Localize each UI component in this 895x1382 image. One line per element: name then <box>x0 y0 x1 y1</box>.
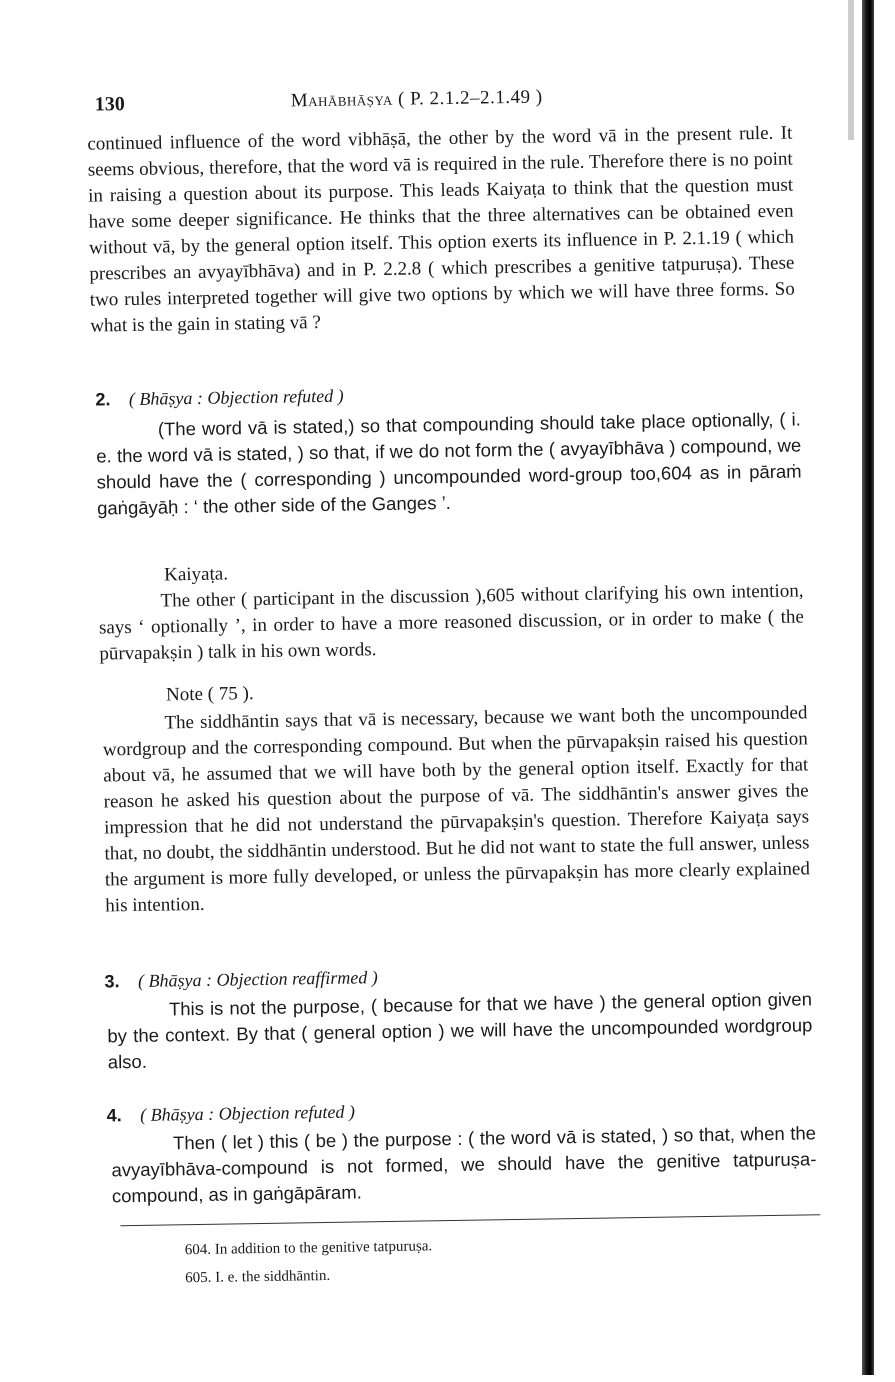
footnote-text: I. e. the siddhāntin. <box>215 1267 331 1286</box>
section-label: ( Bhāṣya : Objection refuted ) <box>128 385 344 410</box>
note-heading: Note ( 75 ). <box>165 683 254 706</box>
section-3-heading <box>104 967 378 992</box>
section-4-text: Then ( let ) this ( be ) the purpose : ( the word vā is stated, ) so that, when the avyayībhāva-compound is not formed, we should have the genitive tatpuruṣa-compound, as in gaṅgāpāram. <box>111 1122 817 1207</box>
footnote-text: In addition to the genitive tatpuruṣa. <box>214 1238 433 1258</box>
section-number: 2. <box>95 389 111 410</box>
kaiyata-heading: Kaiyaṭa. <box>163 563 229 586</box>
section-2-heading <box>95 386 344 411</box>
footnote-number: 605. <box>185 1269 212 1287</box>
section-number: 3. <box>104 971 120 992</box>
paragraph-continued: continued influence of the word vibhāṣā, the other by the word vā in the present rule. It seems obvious, therefore, that the word vā is required in the rule. Therefore there is no point in raising a question about its purpose. This leads Kaiyaṭa to think that the question must have some deeper significance. He thinks that the three alternatives can be obtained even without vā, by the general option itself. This option exerts its influence in P. 2.1.19 ( which prescribes an avyayībhāva) and in P. 2.2.8 ( which prescribes a genitive tatpuruṣa). These two rules interpreted together will give two options by which we will have three forms. So what is the gain in stating vā ? <box>87 122 795 337</box>
section-label: ( Bhāṣya : Objection reaffirmed ) <box>137 967 378 991</box>
footnote-number: 604. <box>184 1241 212 1259</box>
running-title <box>291 86 543 112</box>
running-title-ref: ( P. 2.1.2–2.1.49 ) <box>397 86 543 110</box>
section-3-text: This is not the purpose, ( because for that we have ) the general option given by the context. By that ( general option ) we will have the uncompounded wordgroup also. <box>107 988 813 1073</box>
scan-edge-shadow <box>848 0 854 140</box>
scan-binding-bar <box>862 0 874 1375</box>
running-title-main: Mahābhāṣya <box>290 88 393 112</box>
note-text: The siddhāntin says that vā is necessary, because we want both the uncompounded wordgroup and the corresponding compound. But when the pūrvapakṣin raised his question about vā, he assumed that we will have both by the general option itself. Exactly for that reason he asked his question about the purpose of vā. The siddhāntin's answer gives the impression that he did not understand the pūrvapakṣin's question. Therefore Kaiyaṭa says that, no doubt, the siddhāntin understood. But he did not want to state the full answer, unless the argument is more fully developed, or unless the pūrvapakṣin has more clearly explained his intention. <box>102 702 811 917</box>
footnote-rule <box>120 1214 820 1226</box>
footnote-605 <box>185 1268 330 1287</box>
page-number: 130 <box>94 93 125 116</box>
kaiyata-text: The other ( participant in the discussion ),605 without clarifying his own intention, says ‘ optionally ’, in order to have a more reasoned discussion, or in order to make ( the pūrvapakṣin ) talk in his own words. <box>98 580 805 665</box>
section-number: 4. <box>106 1105 122 1126</box>
section-4-heading <box>106 1102 355 1127</box>
footnote-604 <box>185 1238 433 1259</box>
section-label: ( Bhāṣya : Objection refuted ) <box>139 1101 356 1125</box>
section-2-text: (The word vā is stated,) so that compounding should take place optionally, ( i. e. the word vā is stated, ) so that, if we do not form the ( avyayībhāva ) compound, we should have the ( corresponding ) uncompounded word-group too,604 as in pāraṁ gaṅgāyāḥ : ‘ the other side of the Ganges ’. <box>96 408 802 519</box>
